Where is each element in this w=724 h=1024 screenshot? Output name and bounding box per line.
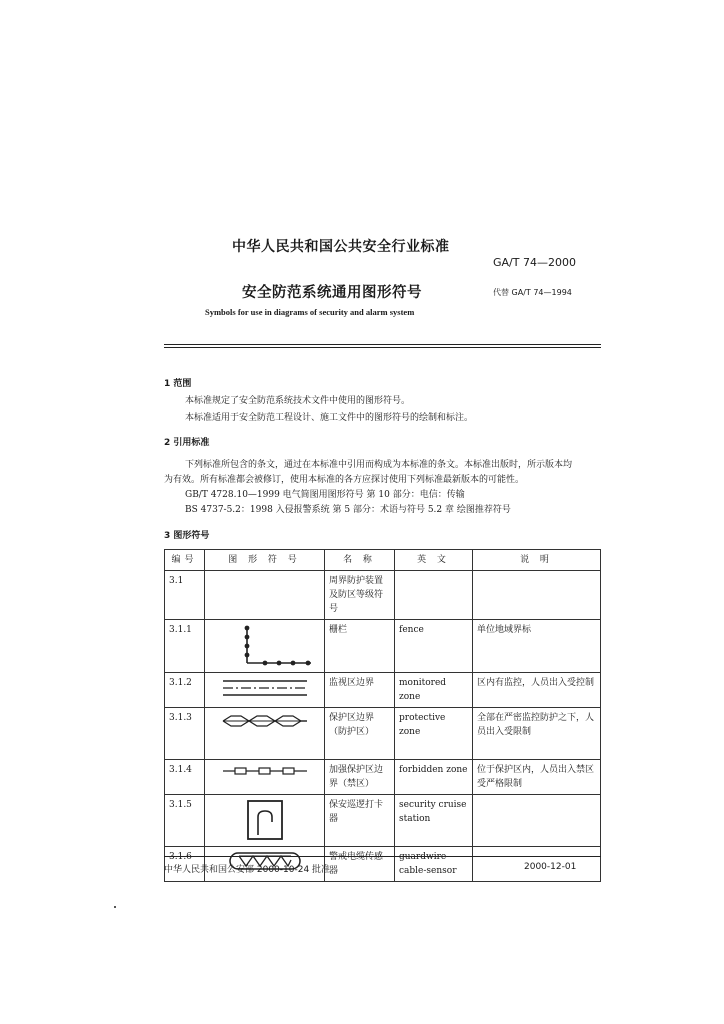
cell-symbol <box>205 760 325 795</box>
table-row <box>165 571 601 620</box>
header-rule-bottom <box>164 347 601 348</box>
cell-no: 3.1.1 <box>165 620 205 673</box>
cell-name: 保安巡逻打卡器 <box>325 795 395 847</box>
cell-desc <box>473 571 601 620</box>
table-row <box>165 708 601 760</box>
section-1-para-2: 本标准适用于安全防范工程设计、施工文件中的图形符号的绘制和标注。 <box>185 413 474 423</box>
cell-desc: 位于保护区内，人员出入禁区受严格限制 <box>473 760 601 795</box>
cell-name: 警戒电缆传感器 <box>325 847 395 882</box>
cell-no: 3.1.2 <box>165 673 205 708</box>
table-header-row <box>165 550 601 571</box>
cell-en: monitored zone <box>395 673 473 708</box>
section-2-para-1a: 下列标准所包含的条文，通过在本标准中引用而构成为本标准的条文。本标准出版时，所示版本均 <box>185 460 573 470</box>
section-1-para-1: 本标准规定了安全防范系统技术文件中使用的图形符号。 <box>185 396 411 406</box>
section-2-ref-1: GB/T 4728.10—1999 电气简图用图形符号 第 10 部分：电信：传输 <box>185 490 465 500</box>
section-2-heading: 2 引用标准 <box>164 438 210 448</box>
table-row <box>165 760 601 795</box>
english-title: Symbols for use in diagrams of security and alarm system <box>205 307 415 317</box>
cell-name: 周界防护装置及防区等级符号 <box>325 571 395 620</box>
cell-en: protective zone <box>395 708 473 760</box>
table-row <box>165 673 601 708</box>
cell-name: 加强保护区边界（禁区） <box>325 760 395 795</box>
fence-icon <box>215 623 315 669</box>
cell-en: forbidden zone <box>395 760 473 795</box>
cell-desc: 区内有监控，人员出入受控制 <box>473 673 601 708</box>
cell-en: fence <box>395 620 473 673</box>
cell-no: 3.1.6 <box>165 847 205 882</box>
cell-en: guardwire cable-sensor <box>395 847 473 882</box>
cell-symbol <box>205 620 325 673</box>
protective-zone-icon <box>215 711 315 731</box>
section-3-heading: 3 图形符号 <box>164 531 210 541</box>
footer-rule <box>164 856 601 857</box>
cell-symbol <box>205 708 325 760</box>
cell-name: 栅栏 <box>325 620 395 673</box>
issuing-org: 中华人民共和国公共安全行业标准 <box>232 239 450 255</box>
col-header-symbol: 图 形 符 号 <box>205 550 325 571</box>
monitored-zone-icon <box>215 676 315 700</box>
cell-en: security cruise station <box>395 795 473 847</box>
cell-name: 监视区边界 <box>325 673 395 708</box>
cruise-station-icon <box>215 798 315 842</box>
header-rule-top <box>164 344 601 345</box>
forbidden-zone-icon <box>215 763 315 779</box>
cell-symbol-empty <box>205 571 325 620</box>
cell-name: 保护区边界（防护区） <box>325 708 395 760</box>
document-title: 安全防范系统通用图形符号 <box>242 285 422 301</box>
table-row <box>165 795 601 847</box>
col-header-name: 名 称 <box>325 550 395 571</box>
section-2-para-1b: 为有效。所有标准都会被修订，使用本标准的各方应探讨使用下列标准最新版本的可能性。 <box>164 475 525 485</box>
approval-line: 中华人民共和国公安部 2000-10-24 批准 <box>164 865 331 875</box>
cell-symbol <box>205 795 325 847</box>
symbol-table <box>164 549 601 882</box>
cell-desc: 单位地域界标 <box>473 620 601 673</box>
cell-no: 3.1.3 <box>165 708 205 760</box>
cell-no: 3.1.4 <box>165 760 205 795</box>
replaces-standard: 代替 GA/T 74—1994 <box>493 288 572 297</box>
standard-code: GA/T 74—2000 <box>493 256 576 269</box>
cell-symbol <box>205 673 325 708</box>
cell-desc <box>473 795 601 847</box>
col-header-description: 说 明 <box>473 550 601 571</box>
cell-desc: 全部在严密监控防护之下，人员出入受限制 <box>473 708 601 760</box>
section-2-ref-2: BS 4737-5.2：1998 入侵报警系统 第 5 部分：术语与符号 5.2 章 绘图推荐符号 <box>185 505 511 515</box>
cell-en <box>395 571 473 620</box>
scan-speck <box>114 906 116 908</box>
section-1-heading: 1 范围 <box>164 379 192 389</box>
col-header-english: 英 文 <box>395 550 473 571</box>
cell-no: 3.1.5 <box>165 795 205 847</box>
col-header-no: 编号 <box>165 550 205 571</box>
cell-no: 3.1 <box>165 571 205 620</box>
table-row <box>165 620 601 673</box>
implementation-date: 2000-12-01 <box>524 862 577 872</box>
